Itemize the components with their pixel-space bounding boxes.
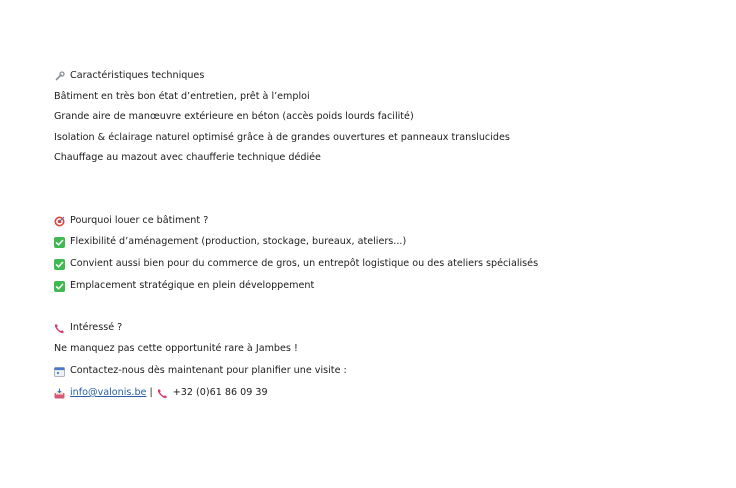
check-box-icon [54, 237, 65, 248]
why-item-text: Convient aussi bien pour du commerce de gros, un entrepôt logistique ou des ateliers spécialisés [70, 258, 539, 269]
contact-details [54, 386, 268, 400]
contact-cta-text: Contactez-nous dès maintenant pour planifier une visite : [70, 365, 347, 376]
contact-heading [54, 321, 122, 335]
telephone-icon [54, 323, 65, 334]
contact-teaser [54, 342, 298, 356]
check-box-icon [54, 281, 65, 292]
specs-heading [54, 69, 204, 83]
contact-teaser-text: Ne manquez pas cette opportunité rare à Jambes ! [54, 343, 298, 354]
why-heading [54, 214, 208, 228]
why-item [54, 279, 314, 293]
phone-number[interactable]: +32 (0)61 86 09 39 [172, 387, 268, 398]
why-item [54, 257, 538, 271]
contact-heading-text: Intéressé ? [70, 322, 123, 333]
why-item-text: Flexibilité d’aménagement (production, stockage, bureaux, ateliers...) [70, 236, 407, 247]
why-item-text: Emplacement stratégique en plein développement [70, 280, 315, 291]
specs-item-text: Isolation & éclairage naturel optimisé grâce à de grandes ouvertures et panneaux translucides [54, 132, 510, 143]
calendar-icon [54, 366, 65, 377]
why-item [54, 235, 406, 249]
specs-item-text: Grande aire de manœuvre extérieure en béton (accès poids lourds facilité) [54, 111, 414, 122]
contact-cta [54, 364, 347, 378]
specs-item [54, 110, 414, 124]
specs-item-text: Chauffage au mazout avec chaufferie technique dédiée [54, 152, 321, 163]
specs-item [54, 131, 510, 145]
specs-item-text: Bâtiment en très bon état d’entretien, prêt à l’emploi [54, 91, 310, 102]
separator: | [149, 387, 153, 398]
telephone-icon [157, 388, 168, 399]
specs-heading-text: Caractéristiques techniques [70, 70, 205, 81]
wrench-icon [54, 71, 65, 82]
specs-item [54, 90, 310, 104]
check-box-icon [54, 259, 65, 270]
specs-item [54, 151, 321, 165]
email-link[interactable]: info@valonis.be [70, 387, 147, 398]
target-icon [54, 216, 65, 227]
inbox-icon [54, 388, 65, 399]
why-heading-text: Pourquoi louer ce bâtiment ? [70, 215, 209, 226]
